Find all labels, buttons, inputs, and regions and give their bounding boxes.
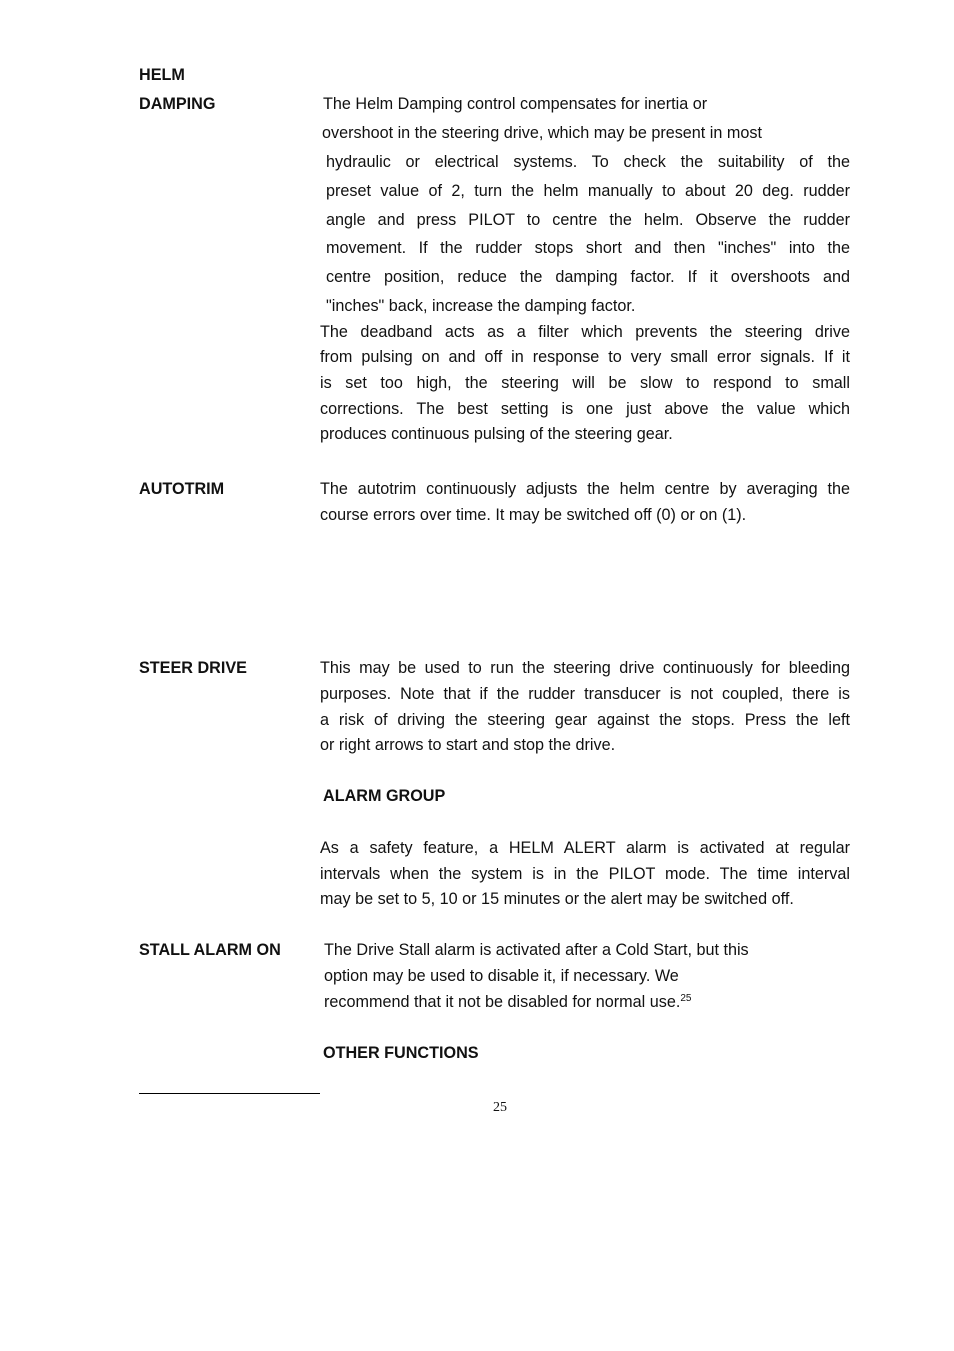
deadband-line-2: from pulsing on and off in response to very small error signals. If it xyxy=(320,348,850,366)
autotrim-label: AUTOTRIM xyxy=(139,480,225,498)
damping-line-2: overshoot in the steering drive, which may be present in most xyxy=(322,124,762,142)
deadband-line-3: is set too high, the steering will be slow to respond to small xyxy=(320,374,850,392)
alarm-group-line-3: may be set to 5, 10 or 15 minutes or the alert may be switched off. xyxy=(320,890,794,908)
steer-drive-line-3: a risk of driving the steering gear against the stops. Press the left xyxy=(320,711,850,729)
alarm-group-line-1: As a safety feature, a HELM ALERT alarm is activated at regular xyxy=(320,839,850,857)
helm-label: HELM xyxy=(139,66,185,84)
damping-line-4: preset value of 2, turn the helm manually to about 20 deg. rudder xyxy=(326,182,850,200)
damping-line-6: movement. If the rudder stops short and then "inches" into the xyxy=(326,239,850,257)
deadband-line-4: corrections. The best setting is one just above the value which xyxy=(320,400,850,418)
other-functions-heading: OTHER FUNCTIONS xyxy=(323,1044,479,1062)
footnote-rule xyxy=(139,1093,320,1094)
damping-line-5: angle and press PILOT to centre the helm. Observe the rudder xyxy=(326,211,850,229)
autotrim-line-2: course errors over time. It may be switched off (0) or on (1). xyxy=(320,506,747,524)
damping-line-7: centre position, reduce the damping factor. If it overshoots and xyxy=(326,268,850,286)
damping-line-3: hydraulic or electrical systems. To check the suitability of the xyxy=(326,153,850,171)
damping-line-8: "inches" back, increase the damping factor. xyxy=(326,297,636,315)
steer-drive-label: STEER DRIVE xyxy=(139,659,247,677)
steer-drive-line-2: purposes. Note that if the rudder transducer is not coupled, there is xyxy=(320,685,850,703)
damping-label: DAMPING xyxy=(139,95,216,113)
stall-alarm-label: STALL ALARM ON xyxy=(139,941,281,959)
deadband-line-1: The deadband acts as a filter which prevents the steering drive xyxy=(320,323,850,341)
deadband-line-5: produces continuous pulsing of the steering gear. xyxy=(320,425,673,443)
stall-alarm-line-2: option may be used to disable it, if necessary. We xyxy=(324,967,679,985)
damping-line-1: The Helm Damping control compensates for inertia or xyxy=(323,95,708,113)
alarm-group-line-2: intervals when the system is in the PILOT mode. The time interval xyxy=(320,865,850,883)
steer-drive-line-4: or right arrows to start and stop the drive. xyxy=(320,736,616,754)
footnote-ref: 25 xyxy=(680,993,692,1004)
page-number: 25 xyxy=(493,1100,507,1115)
stall-alarm-line-3-wrap xyxy=(324,993,691,1012)
alarm-group-heading: ALARM GROUP xyxy=(323,787,446,805)
stall-alarm-line-1: The Drive Stall alarm is activated after a Cold Start, but this xyxy=(324,941,749,959)
stall-alarm-line-3: recommend that it not be disabled for normal use. xyxy=(324,993,681,1011)
autotrim-line-1: The autotrim continuously adjusts the helm centre by averaging the xyxy=(320,480,850,498)
steer-drive-line-1: This may be used to run the steering drive continuously for bleeding xyxy=(320,659,850,677)
